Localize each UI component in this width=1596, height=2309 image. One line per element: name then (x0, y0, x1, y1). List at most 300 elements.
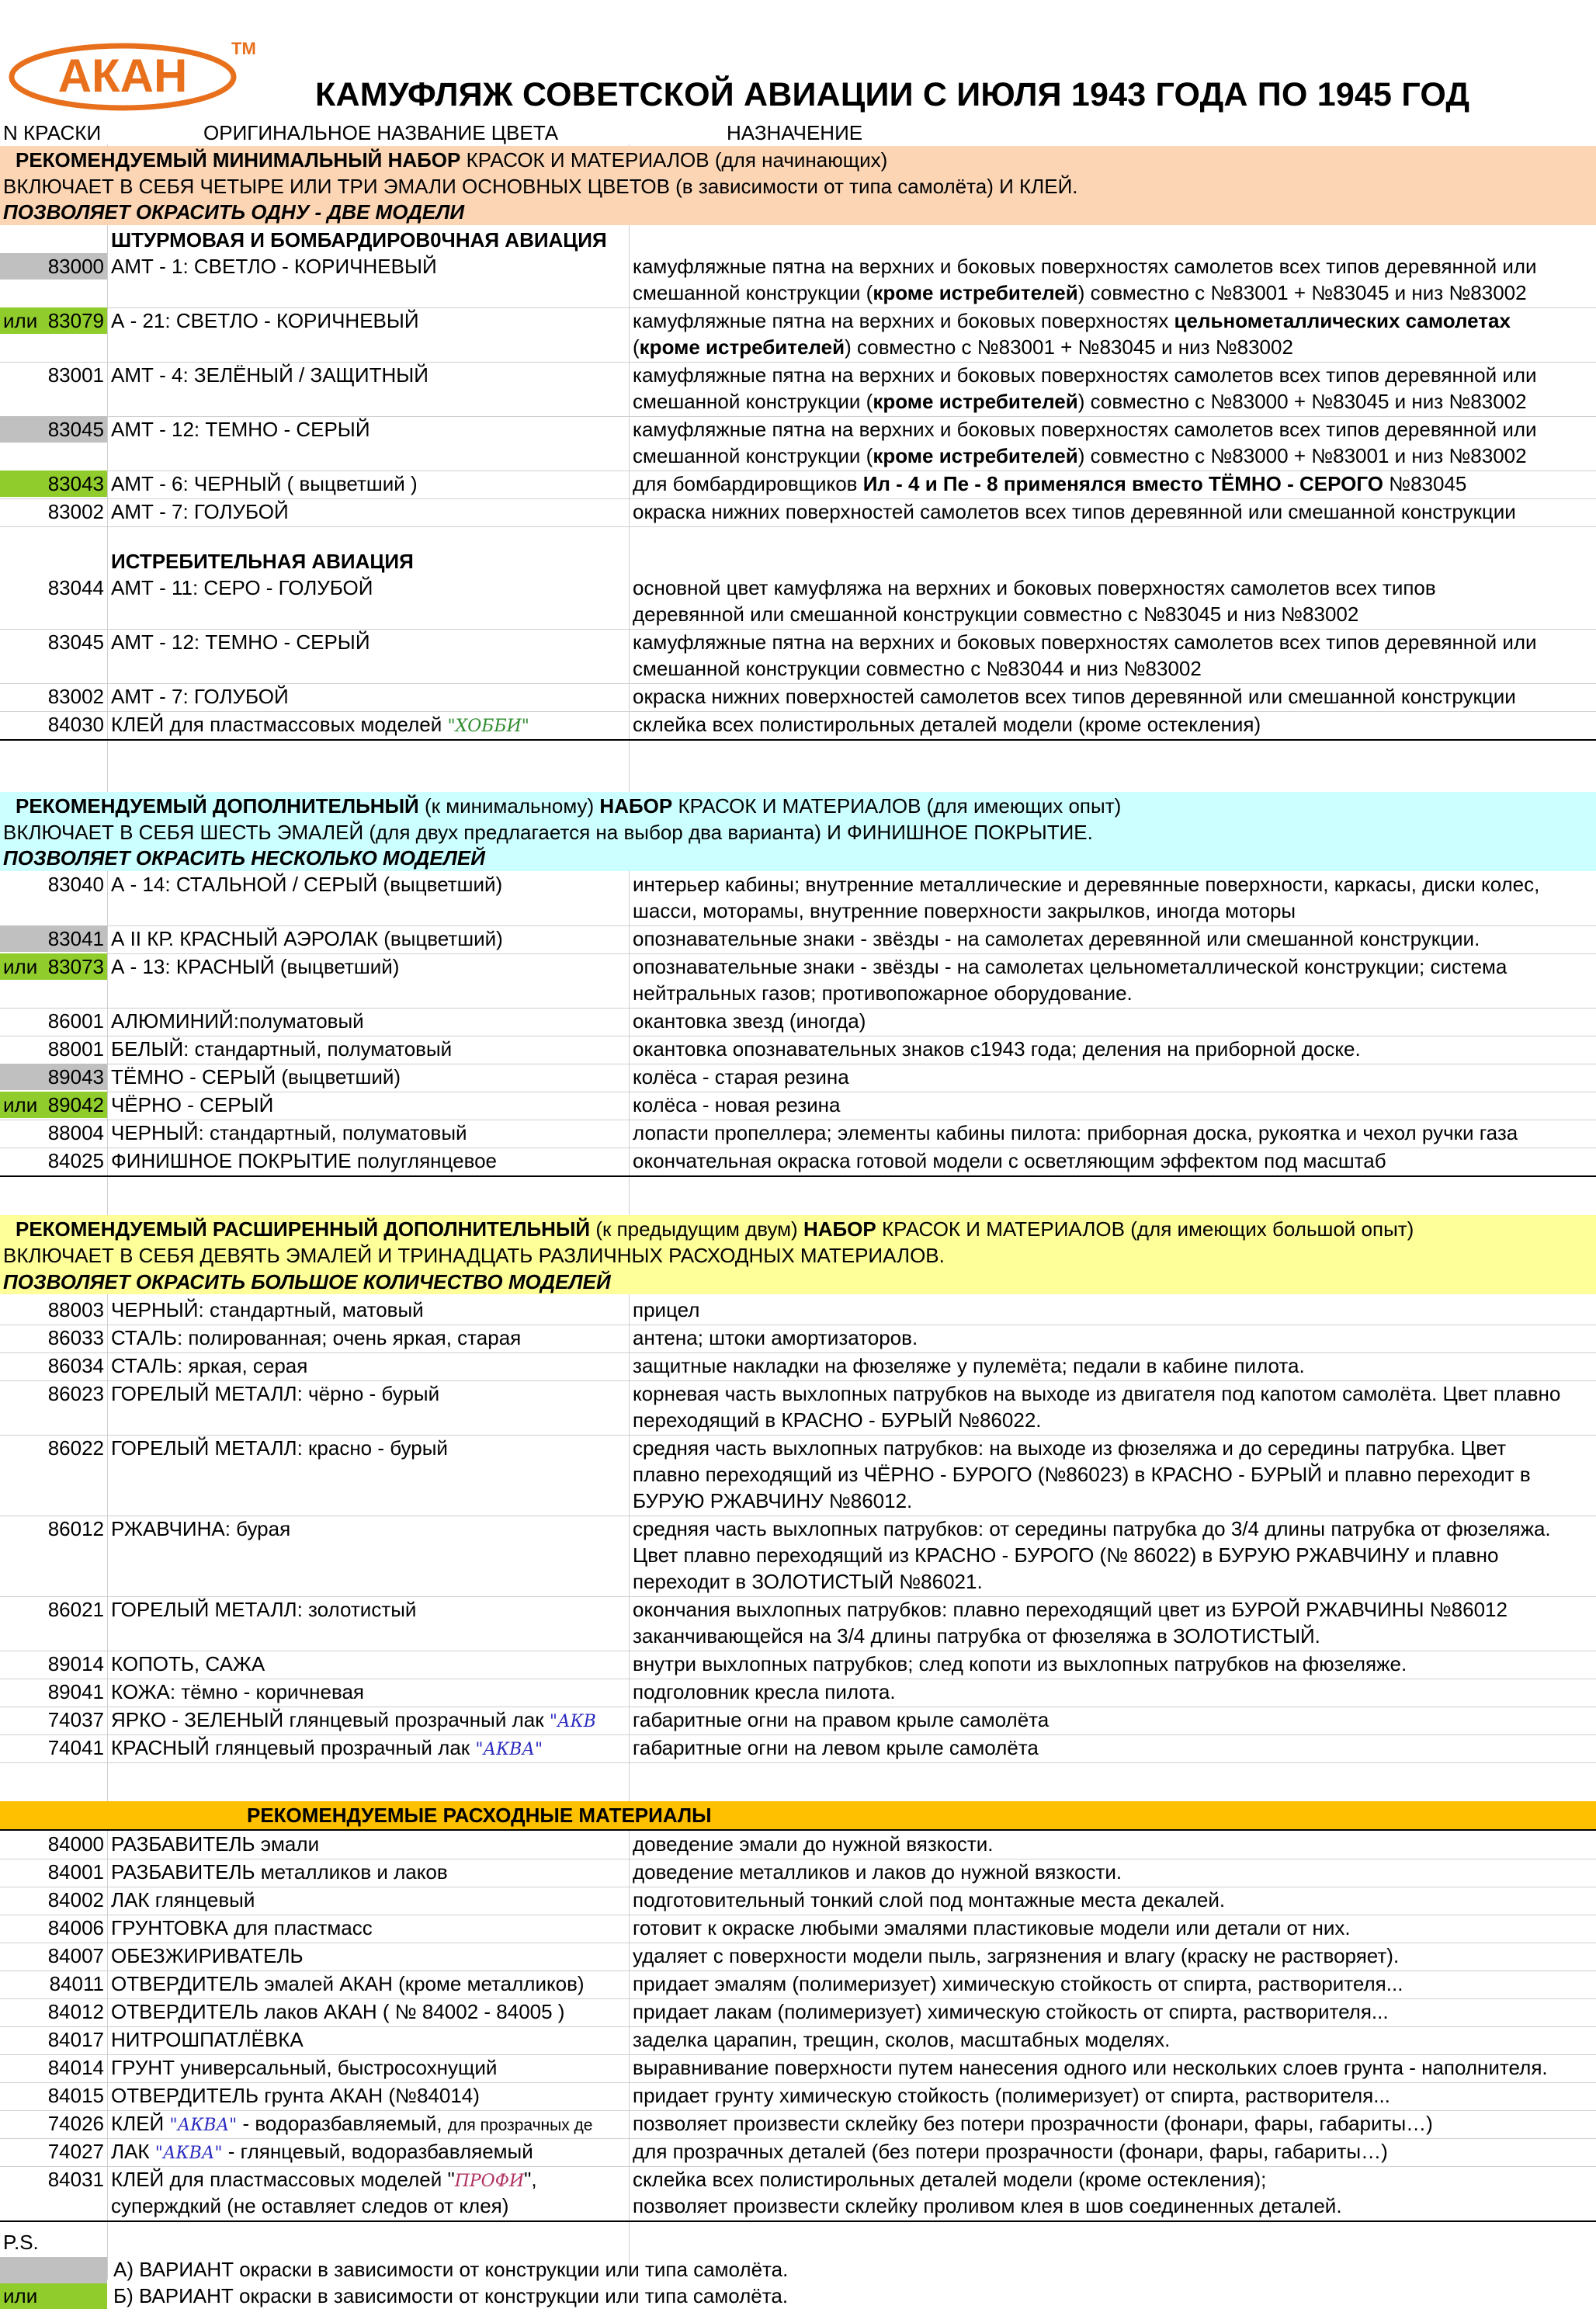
color-name-text: АМТ - 1: СВЕТЛО - КОРИЧНЕВЫЙ (111, 255, 437, 278)
paint-code (0, 1887, 107, 1913)
table-row (0, 575, 1596, 630)
paint-code-value: 88003 (47, 1298, 104, 1321)
purpose-line: подголовник кресла пилота. (633, 1680, 896, 1703)
table-row (0, 1831, 1596, 1859)
purpose (633, 1970, 1594, 1997)
table-row (0, 1734, 1596, 1763)
purpose-line: опознавательные знаки - звёзды - на самолетах цельнометаллической конструкции; система (633, 955, 1508, 978)
color-name (111, 925, 503, 952)
purpose (633, 1887, 1594, 1913)
purpose (633, 1734, 1594, 1761)
purpose (633, 925, 1594, 952)
purpose-text: ) совместно с №83001 + №83045 и низ №83002 (845, 335, 1293, 359)
color-name (111, 1707, 596, 1735)
paint-code-value: 83045 (47, 630, 104, 654)
color-name-text: СТАЛЬ: яркая, серая (111, 1354, 308, 1377)
paint-code-prefix: или (3, 309, 38, 332)
purpose-text: ) совместно с №83000 + №83001 и низ №83002 (1077, 444, 1527, 467)
purpose (633, 1064, 1594, 1090)
color-name-text: АМТ - 12: ТЕМНО - СЕРЫЙ (111, 630, 370, 654)
paint-code (0, 925, 107, 952)
purpose-emphasis: кроме истребителей (873, 390, 1078, 413)
section-extended-line2: ВКЛЮЧАЕТ В СЕБЯ ДЕВЯТЬ ЭМАЛЕЙ И ТРИНАДЦАТЬ РАЗЛИЧНЫХ РАСХОДНЫХ МАТЕРИАЛОВ. (3, 1244, 945, 1267)
purpose-line: позволяет произвести склейку без потери прозрачности (фонари, фары, габариты…) (633, 2112, 1433, 2135)
color-name-text: АМТ - 11: СЕРО - ГОЛУБОЙ (111, 576, 373, 599)
table-row (0, 307, 1596, 363)
color-name (111, 1325, 521, 1351)
paint-code (0, 2054, 107, 2081)
purpose (633, 1352, 1594, 1379)
color-name (111, 953, 399, 980)
color-name (111, 253, 437, 280)
paint-code-value: 74037 (47, 1708, 104, 1731)
color-name (111, 575, 373, 601)
paint-code-value: 86021 (47, 1598, 104, 1621)
paint-code-value: 84031 (47, 2168, 104, 2191)
color-name (111, 2110, 593, 2139)
purpose-emphasis: Ил - 4 и Пе - 8 применялся вместо ТЁМНО - СЕРОГО (862, 472, 1383, 495)
paint-code-value: 84011 (49, 1972, 104, 1995)
purpose (633, 2110, 1594, 2137)
color-name-text: КЛЕЙ (111, 2112, 170, 2135)
purpose-line: доведение металликов и лаков до нужной вязкости. (633, 1860, 1122, 1884)
paint-code (0, 1325, 107, 1351)
color-name-text: КЛЕЙ для пластмассовых моделей " (111, 2168, 455, 2191)
purpose (633, 575, 1594, 627)
color-name-text: АМТ - 6: ЧЕРНЫЙ ( выцветший ) (111, 472, 418, 495)
purpose (633, 871, 1594, 924)
purpose (633, 711, 1594, 738)
paint-code (0, 575, 107, 601)
purpose-line: колёса - старая резина (633, 1065, 849, 1089)
color-name-text: КРАСНЫЙ глянцевый прозрачный лак (111, 1736, 476, 1759)
color-name-note: для прозрачных де (447, 2116, 593, 2134)
purpose (633, 1148, 1594, 1174)
purpose (633, 1297, 1594, 1323)
section-additional-header (0, 792, 1596, 871)
color-name-text: А - 14: СТАЛЬНОЙ / СЕРЫЙ (выцветший) (111, 873, 503, 896)
paint-code (0, 2026, 107, 2053)
paint-code-value: 83002 (47, 685, 104, 708)
logo-tm: TM (231, 39, 256, 58)
section-extended-line3: ПОЗВОЛЯЕТ ОКРАСИТЬ БОЛЬШОЕ КОЛИЧЕСТВО МОДЕЛЕЙ (3, 1270, 611, 1293)
purpose-line: БУРУЮ РЖАВЧИНУ №86012. (633, 1489, 913, 1512)
table-row (0, 1120, 1596, 1148)
purpose-line: окраска нижних поверхностей самолетов всех типов деревянной или смешанной конструкции (633, 500, 1516, 523)
color-name (111, 1831, 319, 1857)
color-name-text: ГОРЕЛЫЙ МЕТАЛЛ: красно - бурый (111, 1436, 448, 1460)
color-name-suffix: - водоразбавляемый, (237, 2112, 448, 2135)
logo-text: АКАН (57, 50, 188, 102)
color-name-text: ОТВЕРДИТЕЛЬ лаков АКАН ( № 84002 - 84005 ) (111, 2000, 565, 2023)
column-header-code: N КРАСКИ (3, 121, 102, 144)
purpose (633, 1915, 1594, 1941)
color-name (111, 629, 370, 655)
table-row (0, 1092, 1596, 1120)
color-name-text: ОТВЕРДИТЕЛЬ грунта АКАН (№84014) (111, 2084, 480, 2107)
paint-code-value: 88004 (47, 1121, 104, 1144)
purpose-line: смешанной конструкции совместно с №83044 и низ №83002 (633, 657, 1202, 680)
purpose-line: переходит в ЗОЛОТИСТЫЙ №86021. (633, 1570, 983, 1593)
purpose (633, 629, 1594, 682)
color-name (111, 1064, 401, 1090)
purpose (633, 2138, 1594, 2165)
paint-code-value: 89042 (47, 1093, 104, 1116)
color-name (111, 416, 370, 443)
table-row (0, 253, 1596, 308)
color-name (111, 1970, 585, 1997)
paint-code-value: 84001 (47, 1860, 104, 1884)
paint-code-value: 86033 (47, 1326, 104, 1349)
variant-b-prefix: или (3, 2284, 38, 2307)
brand-mark: "АКВ (549, 1712, 596, 1731)
purpose-line (633, 443, 1594, 469)
color-name (111, 2026, 304, 2053)
paint-code-value: 84012 (47, 2000, 104, 2023)
brand-mark: "АКВА" (169, 2116, 238, 2135)
paint-code-value: 83001 (47, 363, 104, 387)
paint-code-value: 83079 (47, 309, 104, 332)
purpose-line: окантовка опознавательных знаков с1943 года; деления на приборной доске. (633, 1037, 1361, 1061)
variant-a-note: А) ВАРИАНТ окраски в зависимости от конструкции или типа самолёта. (113, 2258, 789, 2281)
paint-code (0, 1297, 107, 1323)
color-name-text: АМТ - 7: ГОЛУБОЙ (111, 685, 289, 708)
purpose-line: габаритные огни на левом крыле самолёта (633, 1736, 1039, 1759)
paint-code (0, 1596, 107, 1623)
color-name (111, 2082, 480, 2109)
paint-code (0, 629, 107, 655)
paint-code (0, 1380, 107, 1407)
purpose-line (633, 280, 1594, 306)
purpose-line: защитные накладки на фюзеляже у пулемёта; педали в кабине пилота. (633, 1354, 1305, 1377)
paint-code (0, 1915, 107, 1941)
paint-code (0, 1435, 107, 1461)
paint-code-prefix: или (3, 1093, 38, 1116)
purpose-text: смешанной конструкции ( (633, 281, 873, 304)
color-name (111, 1036, 452, 1062)
table-row (0, 1859, 1596, 1887)
color-name-text: КЛЕЙ для пластмассовых моделей (111, 713, 448, 736)
section-minimal-line1: РЕКОМЕНДУЕМЫЙ МИНИМАЛЬНЫЙ НАБОР КРАСОК И МАТЕРИАЛОВ (для начинающих) (16, 148, 888, 172)
color-name (111, 362, 428, 388)
purpose-line: основной цвет камуфляжа на верхних и боковых поверхностях самолетов всех типов (633, 576, 1436, 599)
paint-code (0, 871, 107, 898)
variant-b-note: Б) ВАРИАНТ окраски в зависимости от конструкции или типа самолёта. (113, 2284, 789, 2307)
color-name-text: РЖАВЧИНА: бурая (111, 1517, 291, 1540)
purpose (633, 1516, 1594, 1595)
paint-code (0, 253, 107, 280)
brand-mark: "АКВА" (475, 1740, 543, 1759)
color-name (111, 1120, 467, 1146)
table-row (0, 2166, 1596, 2222)
table-row (0, 1596, 1596, 1651)
purpose-text: №83045 (1383, 472, 1467, 495)
purpose-line: придает грунту химическую стойкость (полимеризует) от спирта, растворителя... (633, 2084, 1390, 2107)
table-row (0, 470, 1596, 499)
table-row (0, 498, 1596, 527)
paint-code-value: 86001 (47, 1009, 104, 1033)
color-name-text: ЧЁРНО - СЕРЫЙ (111, 1093, 274, 1116)
brand-mark: "ХОББИ" (447, 717, 529, 736)
section-extended-line1: РЕКОМЕНДУЕМЫЙ РАСШИРЕННЫЙ ДОПОЛНИТЕЛЬНЫЙ (к предыдущим двум) НАБОР КРАСОК И МАТЕРИАЛОВ (для имеющих большой опыт) (16, 1217, 1414, 1241)
paint-code (0, 1998, 107, 2025)
section-minimal-line3: ПОЗВОЛЯЕТ ОКРАСИТЬ ОДНУ - ДВЕ МОДЕЛИ (3, 200, 465, 224)
purpose-line: камуфляжные пятна на верхних и боковых поверхностях самолетов всех типов деревянной или (633, 630, 1537, 654)
section-minimal-line2: ВКЛЮЧАЕТ В СЕБЯ ЧЕТЫРЕ ИЛИ ТРИ ЭМАЛИ ОСНОВНЫХ ЦВЕТОВ (в зависимости от типа самолёта) И КЛЕЙ. (3, 175, 1078, 198)
paint-code (0, 1064, 107, 1090)
color-name-suffix: - глянцевый, водоразбавляемый (222, 2140, 533, 2163)
purpose-line (633, 334, 1594, 360)
color-name-text: АМТ - 4: ЗЕЛЁНЫЙ / ЗАЩИТНЫЙ (111, 363, 428, 387)
purpose-line: заканчивающейся на 3/4 длины патрубка от фюзеляжа в ЗОЛОТИСТЫЙ. (633, 1624, 1320, 1648)
purpose-line: камуфляжные пятна на верхних и боковых поверхностях самолетов всех типов деревянной или (633, 363, 1537, 387)
paint-code (0, 2110, 107, 2137)
color-name (111, 1435, 448, 1461)
purpose (633, 1325, 1594, 1351)
purpose-line: окончания выхлопных патрубков: плавно переходящий цвет из БУРОЙ РЖАВЧИНЫ №86012 (633, 1598, 1508, 1621)
purpose-line: колёса - новая резина (633, 1093, 841, 1116)
table-row (0, 1998, 1596, 2027)
section-consumables-title: РЕКОМЕНДУЕМЫЕ РАСХОДНЫЕ МАТЕРИАЛЫ (247, 1804, 712, 1827)
color-name (111, 1859, 448, 1885)
paint-code-value: 86034 (47, 1354, 104, 1377)
purpose-text: ) совместно с №83001 + №83045 и низ №83002 (1077, 281, 1527, 304)
color-name (111, 871, 502, 898)
purpose-line: выравнивание поверхности путем нанесения одного или нескольких слоев грунта - наполнителя. (633, 2056, 1548, 2079)
color-name-text: ГРУНТОВКА для пластмасс (111, 1916, 373, 1939)
purpose-line: внутри выхлопных патрубков; след копоти из выхлопных патрубков на фюзеляже. (633, 1652, 1407, 1675)
brand-mark: "АКВА" (154, 2144, 223, 2163)
paint-code (0, 470, 107, 497)
purpose-line: антена; штоки амортизаторов. (633, 1326, 918, 1349)
paint-code-value: 83041 (47, 927, 104, 950)
purpose-line: корневая часть выхлопных патрубков на выходе из двигателя под капотом самолёта. Цвет плавно (633, 1382, 1561, 1405)
purpose-text: смешанной конструкции ( (633, 390, 873, 413)
table-row (0, 2138, 1596, 2167)
purpose (633, 1859, 1594, 1885)
purpose-line: интерьер кабины; внутренние металлические и деревянные поверхности, каркасы, диски колес, (633, 873, 1540, 896)
purpose (633, 253, 1594, 306)
purpose (633, 1679, 1594, 1705)
color-name-text: ОБЕЗЖИРИВАТЕЛЬ (111, 1944, 304, 1967)
table-row (0, 2082, 1596, 2111)
color-name-text: АЛЮМИНИЙ:полуматовый (111, 1009, 364, 1033)
purpose-line: плавно переходящий из ЧЁРНО - БУРОГО (№86023) в КРАСНО - БУРЫЙ и плавно переходит в (633, 1463, 1531, 1486)
table-row (0, 362, 1596, 417)
purpose (633, 1998, 1594, 2025)
table-row (0, 925, 1596, 954)
paint-code (0, 362, 107, 388)
color-name (111, 2166, 537, 2195)
purpose-text: ( (633, 335, 640, 359)
table-row (0, 2110, 1596, 2139)
paint-code (0, 1734, 107, 1761)
purpose (633, 2166, 1594, 2219)
purpose-line: габаритные огни на правом крыле самолёта (633, 1708, 1050, 1731)
color-name-text: ЧЕРНЫЙ: стандартный, полуматовый (111, 1121, 467, 1144)
paint-code-value: 83073 (47, 955, 104, 978)
table-row (0, 683, 1596, 712)
paint-code-value: 89043 (47, 1065, 104, 1089)
paint-code (0, 1831, 107, 1857)
paint-code (0, 1148, 107, 1174)
color-name-text: А - 21: СВЕТЛО - КОРИЧНЕВЫЙ (111, 309, 419, 332)
subsection-attack-bomber: ШТУРМОВАЯ И БОМБАРДИРОВ0ЧНАЯ АВИАЦИЯ (111, 228, 607, 252)
color-name-text: А II КР. КРАСНЫЙ АЭРОЛАК (выцветший) (111, 927, 503, 950)
purpose-line: средняя часть выхлопных патрубков: от середины патрубка до 3/4 длины патрубка от фюзеляжа. (633, 1517, 1551, 1540)
paint-code (0, 1120, 107, 1146)
purpose-line: прицел (633, 1298, 700, 1321)
purpose-line: окончательная окраска готовой модели с осветляющим эффектом под масштаб (633, 1149, 1386, 1172)
page-title: КАМУФЛЯЖ СОВЕТСКОЙ АВИАЦИИ С ИЮЛЯ 1943 ГОДА ПО 1945 ГОД (315, 76, 1470, 113)
purpose-line: подготовительный тонкий слой под монтажные места декалей. (633, 1888, 1226, 1911)
color-name (111, 1596, 416, 1623)
paint-code-value: 84017 (47, 2028, 104, 2051)
purpose-line: лопасти пропеллера; элементы кабины пилота: приборная доска, рукоятка и чехол ручки газа (633, 1121, 1518, 1144)
table-row (0, 1064, 1596, 1092)
purpose (633, 1707, 1594, 1733)
color-name-text: ЛАК глянцевый (111, 1888, 255, 1911)
color-name-text: ГОРЕЛЫЙ МЕТАЛЛ: чёрно - бурый (111, 1382, 440, 1405)
table-row (0, 2054, 1596, 2083)
paint-code-value: 83040 (47, 873, 104, 896)
purpose-text: смешанной конструкции ( (633, 444, 873, 467)
table-row (0, 1435, 1596, 1516)
purpose-line: опознавательные знаки - звёзды - на самолетах деревянной или смешанной конструкции. (633, 927, 1480, 950)
purpose (633, 1435, 1594, 1514)
purpose-line: заделка царапин, трещин, сколов, масштабных моделях. (633, 2028, 1171, 2051)
paint-code (0, 1092, 107, 1118)
table-row (0, 1380, 1596, 1436)
paint-code (0, 1707, 107, 1733)
paint-code (0, 2138, 107, 2165)
paint-code-value: 88001 (47, 1037, 104, 1061)
paint-code-value: 89041 (47, 1680, 104, 1703)
color-name-text: КОЖА: тёмно - коричневая (111, 1680, 365, 1703)
paint-code-value: 83044 (47, 576, 104, 599)
purpose-line: камуфляжные пятна на верхних и боковых поверхностях самолетов всех типов деревянной или (633, 255, 1537, 278)
purpose-line: удаляет с поверхности модели пыль, загрязнения и влагу (краску не растворяет). (633, 1944, 1400, 1967)
section-additional-line1: РЕКОМЕНДУЕМЫЙ ДОПОЛНИТЕЛЬНЫЙ (к минимальному) НАБОР КРАСОК И МАТЕРИАЛОВ (для имеющих опыт) (16, 794, 1122, 818)
table-row (0, 416, 1596, 471)
color-name-text: БЕЛЫЙ: стандартный, полуматовый (111, 1037, 453, 1061)
table-row (0, 1943, 1596, 1971)
color-name (111, 1998, 564, 2025)
purpose (633, 498, 1594, 525)
table-row (0, 1970, 1596, 1999)
paint-code (0, 307, 107, 334)
section-consumables-header (0, 1801, 1596, 1831)
purpose-line: окантовка звезд (иногда) (633, 1009, 866, 1033)
color-name (111, 498, 289, 525)
purpose-text: для бомбардировщиков (633, 472, 863, 495)
color-name-text: СТАЛЬ: полированная; очень яркая, старая (111, 1326, 522, 1349)
purpose-line: готовит к окраске любыми эмалями пластиковые модели или детали от них. (633, 1916, 1351, 1939)
paint-code (0, 1943, 107, 1969)
color-name (111, 711, 529, 740)
purpose-line: средняя часть выхлопных патрубков: на выходе из фюзеляжа и до середины патрубка. Цвет (633, 1436, 1507, 1460)
color-name-text: ТЁМНО - СЕРЫЙ (выцветший) (111, 1065, 401, 1089)
purpose (633, 2026, 1594, 2053)
purpose-text: ) совместно с №83000 + №83045 и низ №83002 (1077, 390, 1527, 413)
akan-logo (8, 39, 256, 112)
table-row (0, 953, 1596, 1009)
table-row (0, 1887, 1596, 1915)
paint-code-value: 84014 (47, 2056, 104, 2079)
paint-code-value: 84002 (47, 1888, 104, 1911)
color-name-text: АМТ - 12: ТЕМНО - СЕРЫЙ (111, 418, 370, 441)
color-name (111, 1915, 373, 1941)
paint-code-value: 84007 (47, 1944, 104, 1967)
color-name (111, 2054, 497, 2081)
paint-code (0, 2166, 107, 2193)
paint-code (0, 711, 107, 738)
brand-mark: ПРОФИ (454, 2172, 525, 2191)
purpose-line: склейка всех полистирольных деталей модели (кроме остекления); (633, 2168, 1267, 2191)
table-row (0, 1915, 1596, 1943)
purpose (633, 416, 1594, 469)
table-row (0, 1707, 1596, 1735)
paint-code (0, 1970, 107, 1997)
color-name (111, 1943, 304, 1969)
purpose (633, 1380, 1594, 1433)
table-row (0, 711, 1596, 741)
color-name (111, 307, 419, 334)
purpose-line: доведение эмали до нужной вязкости. (633, 1832, 994, 1856)
purpose (633, 362, 1594, 415)
color-name (111, 1092, 273, 1118)
color-name (111, 1679, 364, 1705)
table-row (0, 1679, 1596, 1707)
paint-code-value: 84015 (47, 2084, 104, 2107)
color-name (111, 1380, 439, 1407)
paint-code-value: 84030 (47, 713, 104, 736)
paint-code (0, 1859, 107, 1885)
paint-code (0, 1516, 107, 1542)
color-name (111, 1516, 290, 1542)
paint-code-value: 84025 (47, 1149, 104, 1172)
column-header-name: ОРИГИНАЛЬНОЕ НАЗВАНИЕ ЦВЕТА (203, 121, 559, 144)
table-row (0, 629, 1596, 684)
purpose (633, 1943, 1594, 1969)
color-name (111, 1148, 497, 1174)
table-row (0, 1297, 1596, 1325)
purpose-emphasis: кроме истребителей (873, 281, 1078, 304)
paint-code-value: 86012 (47, 1517, 104, 1540)
purpose-line (633, 307, 1594, 334)
purpose-line: Цвет плавно переходящий из КРАСНО - БУРОГО (№ 86022) в БУРУЮ РЖАВЧИНУ и плавно (633, 1543, 1499, 1567)
paint-code (0, 1008, 107, 1034)
paint-code-value: 89014 (47, 1652, 104, 1675)
paint-code (0, 1352, 107, 1379)
color-name (111, 1887, 255, 1913)
purpose-line (633, 388, 1594, 415)
purpose (633, 683, 1594, 710)
variant-a-swatch (0, 2257, 107, 2283)
color-name-text: ГРУНТ универсальный, быстросохнущий (111, 2056, 498, 2079)
purpose (633, 1008, 1594, 1034)
paint-code (0, 1651, 107, 1677)
purpose (633, 1651, 1594, 1677)
purpose-line: камуфляжные пятна на верхних и боковых поверхностях самолетов всех типов деревянной или (633, 418, 1537, 441)
purpose (633, 470, 1594, 497)
color-name-text: А - 13: КРАСНЫЙ (выцветший) (111, 955, 400, 978)
color-name (111, 1734, 543, 1763)
purpose-line: придает лакам (полимеризует) химическую стойкость от спирта, растворителя... (633, 2000, 1389, 2023)
table-row (0, 871, 1596, 926)
table-row (0, 1036, 1596, 1064)
color-name-text: РАЗБАВИТЕЛЬ эмали (111, 1832, 320, 1856)
